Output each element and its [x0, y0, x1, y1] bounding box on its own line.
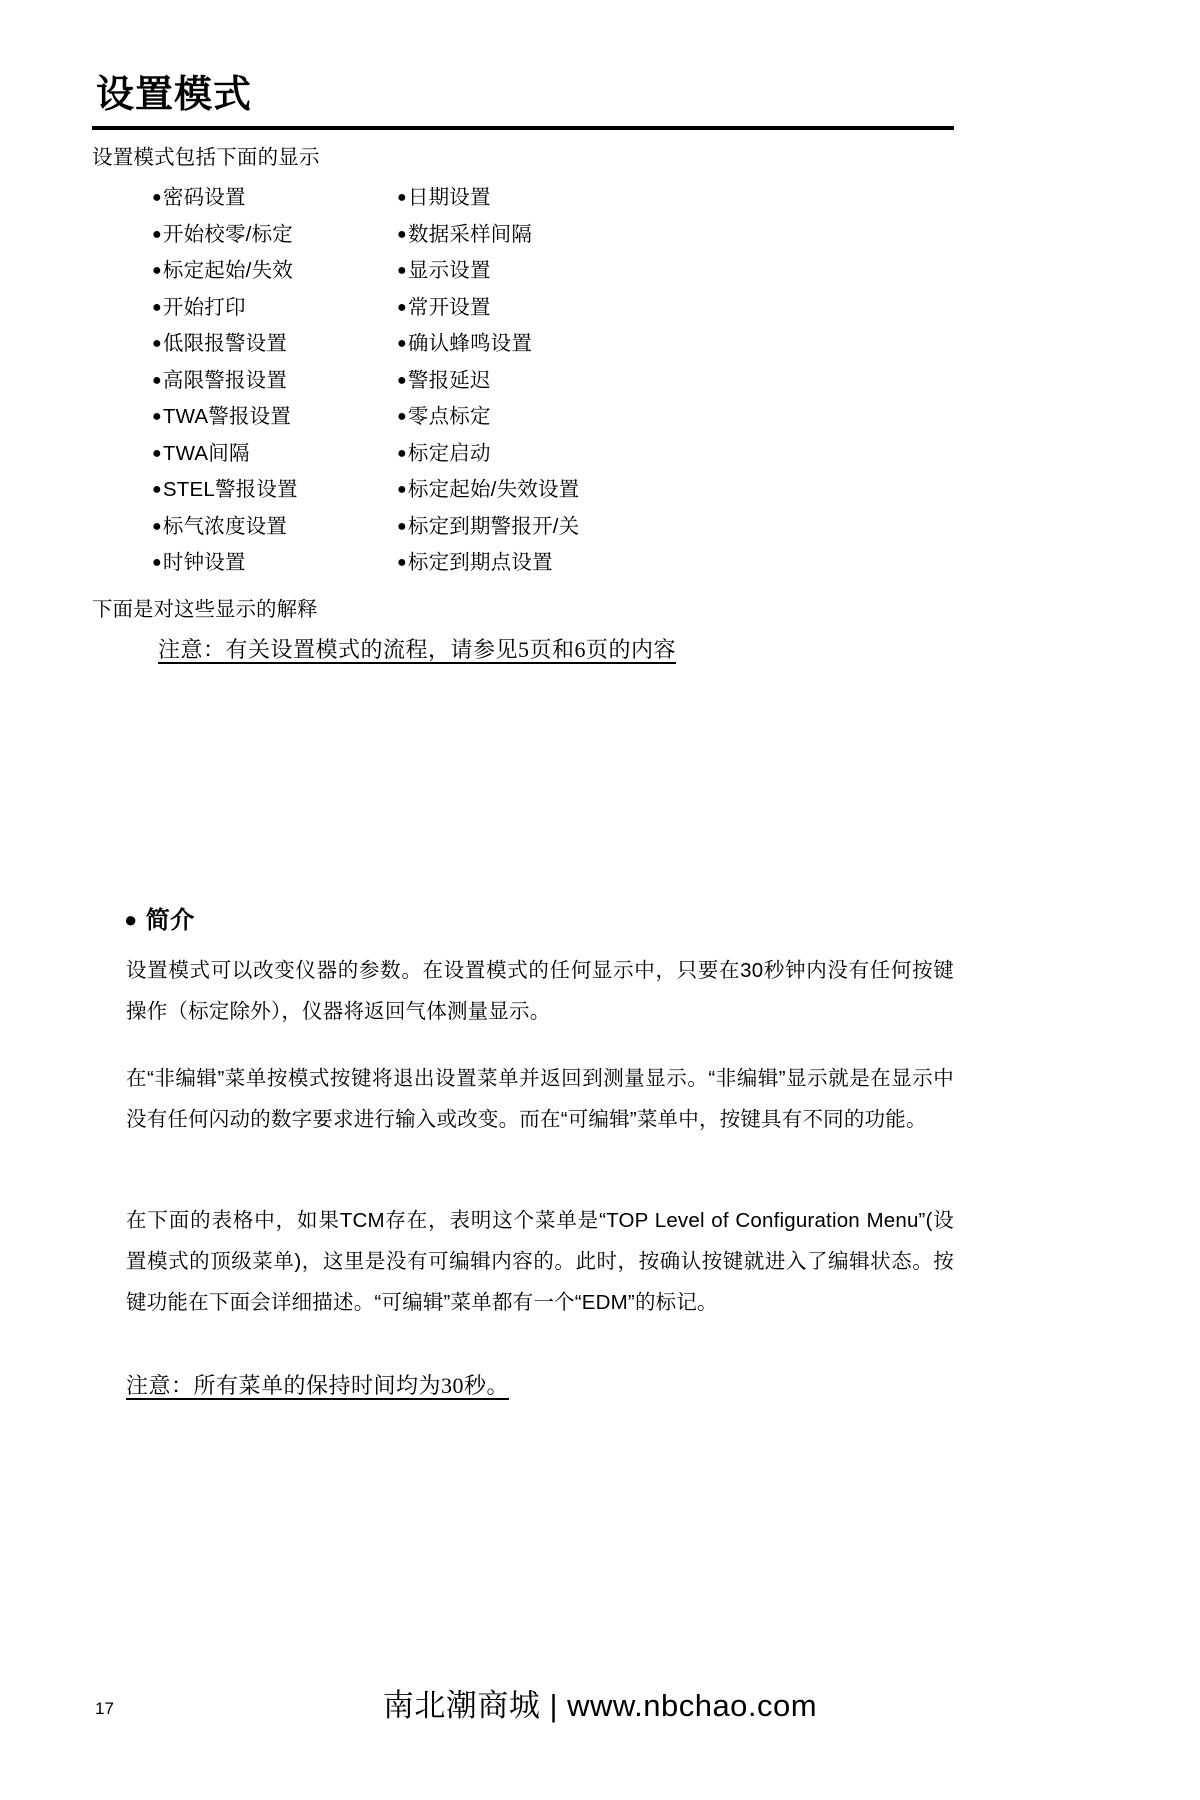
list-item: [397, 509, 952, 546]
bullet-dot-icon: ●: [397, 298, 407, 316]
page-title: 设置模式: [96, 74, 253, 116]
bullet-dot-icon: ●: [152, 408, 162, 425]
list-item-label: 标定启动: [407, 441, 491, 465]
list-item: [397, 180, 952, 217]
bullet-dot-icon: ●: [397, 371, 407, 389]
list-item-label: 标定起始/失效设置: [407, 478, 580, 501]
bullet-dot-icon: ●: [397, 517, 407, 535]
list-item-label: 标定到期点设置: [407, 551, 553, 574]
list-item: [152, 363, 397, 400]
bullet-dot-icon: ●: [152, 189, 162, 206]
list-item-label: 标气浓度设置: [162, 514, 288, 538]
list-item: [152, 326, 397, 363]
list-item: [397, 326, 952, 363]
list-item-label: TWA警报设置: [162, 405, 292, 428]
bullet-dot-icon: ●: [397, 189, 407, 206]
list-item-label: TWA间隔: [162, 441, 250, 465]
list-item-label: 时钟设置: [162, 551, 246, 574]
list-item: [397, 399, 952, 436]
paragraph-2: 在“非编辑”菜单按模式按键将退出设置菜单并返回到测量显示。“非编辑”显示就是在显示中没有任何闪动的数字要求进行输入或改变。而在“可编辑”菜单中，按键具有不同的功能。: [126, 1067, 954, 1131]
bullet-dot-icon: ●: [152, 444, 162, 462]
list-item: [152, 436, 397, 473]
list-item: [152, 472, 397, 509]
section-heading-label: 简介: [145, 907, 195, 934]
bullet-dot-icon: ●: [152, 371, 162, 389]
list-item: [397, 472, 952, 509]
title-divider: [92, 126, 954, 130]
list-item-label: 标定到期警报开/关: [407, 514, 580, 538]
bullet-dot-icon: ●: [152, 517, 162, 535]
bullet-dot-icon: ●: [397, 408, 407, 425]
list-item-label: 确认蜂鸣设置: [407, 332, 533, 355]
note-hold-time: 注意：所有菜单的保持时间均为30秒。: [126, 1373, 510, 1398]
settings-bullet-list: [152, 180, 952, 582]
list-item-label: 开始打印: [162, 295, 246, 319]
list-item-label: 警报延迟: [407, 368, 491, 392]
list-item-label: 低限报警设置: [162, 332, 288, 355]
list-item: [152, 217, 397, 254]
list-item-label: 零点标定: [407, 405, 491, 428]
bullet-dot-icon: ●: [397, 225, 407, 243]
list-item: [397, 363, 952, 400]
bullet-dot-icon: ●: [152, 481, 162, 498]
list-item: [152, 399, 397, 436]
title-block: [92, 72, 954, 130]
bullet-dot-icon: ●: [397, 481, 407, 498]
list-item: [397, 545, 952, 582]
list-item-label: 标定起始/失效: [162, 259, 293, 282]
list-item: [152, 509, 397, 546]
list-item: [152, 545, 397, 582]
list-item: [152, 180, 397, 217]
explanation-line: 下面是对这些显示的解释: [92, 598, 318, 621]
bullet-dot-icon: ●: [152, 335, 162, 352]
list-item: [397, 217, 952, 254]
section-bullet-icon: ●: [124, 907, 138, 932]
list-item: [397, 253, 952, 290]
paragraph-1: 设置模式可以改变仪器的参数。在设置模式的任何显示中，只要在30秒钟内没有任何按键操作（标定除外），仪器将返回气体测量显示。: [126, 959, 954, 1023]
section-heading-intro: [124, 904, 195, 937]
list-item-label: 显示设置: [407, 259, 491, 282]
list-item: [152, 290, 397, 327]
list-item-label: STEL警报设置: [162, 478, 298, 501]
list-item-label: 密码设置: [162, 186, 246, 209]
bullet-dot-icon: ●: [397, 444, 407, 462]
footer-brand: 南北潮商城 | www.nbchao.com: [382, 1688, 818, 1723]
note-reference: 注意：有关设置模式的流程，请参见5页和6页的内容: [158, 637, 677, 662]
page-number: 17: [95, 1699, 114, 1718]
bullet-dot-icon: ●: [397, 335, 407, 352]
list-item-label: 日期设置: [407, 186, 491, 209]
bullet-dot-icon: ●: [152, 298, 162, 316]
list-item-label: 常开设置: [407, 295, 491, 319]
list-item-label: 数据采样间隔: [407, 222, 533, 246]
bullet-dot-icon: ●: [152, 225, 162, 243]
list-item-label: 开始校零/标定: [162, 222, 293, 246]
bullet-dot-icon: ●: [152, 262, 162, 279]
list-item: [152, 253, 397, 290]
bullet-dot-icon: ●: [397, 262, 407, 279]
paragraph-3: 在下面的表格中，如果TCM存在，表明这个菜单是“TOP Level of Configuration Menu”(设置模式的顶级菜单)，这里是没有可编辑内容的。此时，按确认按键就进入了编辑状态。按键功能在下面会详细描述。“可编辑”菜单都有一个“EDM”的标记。: [126, 1209, 954, 1314]
list-item: [397, 290, 952, 327]
bullet-dot-icon: ●: [152, 554, 162, 571]
list-item: [397, 436, 952, 473]
bullet-dot-icon: ●: [397, 554, 407, 571]
intro-line: 设置模式包括下面的显示: [92, 146, 320, 169]
list-item-label: 高限警报设置: [162, 368, 288, 392]
